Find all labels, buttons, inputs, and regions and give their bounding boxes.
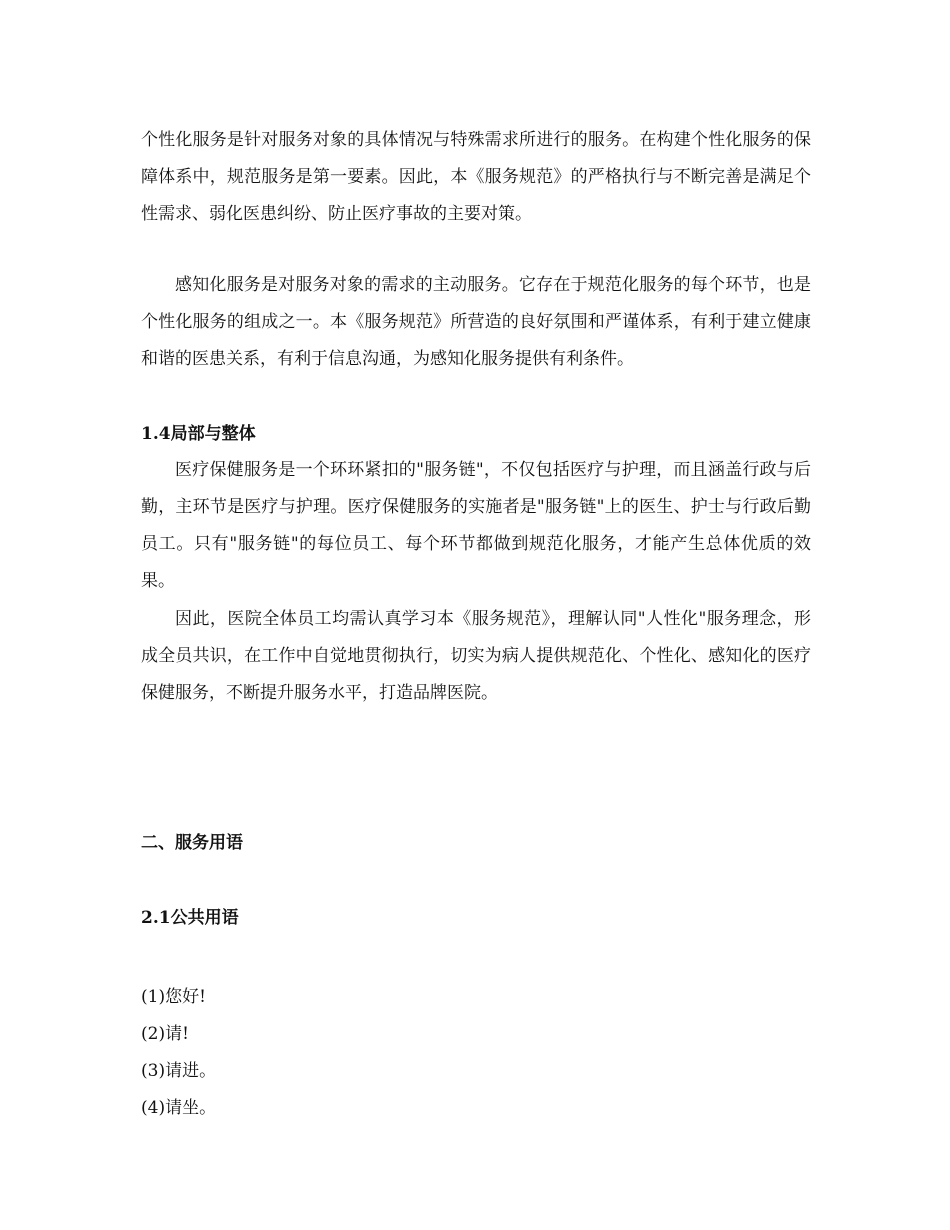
paragraph-personalized-service: 个性化服务是针对服务对象的具体情况与特殊需求所进行的服务。在构建个性化服务的保障体系中，规范服务是第一要素。因此，本《服务规范》的严格执行与不断完善是满足个性需求、弱化医患纠纷、防止医疗事故的主要对策。	[141, 130, 811, 224]
paragraph-conclusion: 因此，医院全体员工均需认真学习本《服务规范》，理解认同"人性化"服务理念，形成全员共识，在工作中自觉地贯彻执行，切实为病人提供规范化、个性化、感知化的医疗保健服务，不断提升服务水平，打造品牌医院。	[141, 609, 811, 703]
list-item: (1)您好!	[141, 987, 206, 1007]
list-item: (3)请进。	[141, 1061, 217, 1081]
heading-chapter-2: 二、服务用语	[141, 833, 243, 853]
paragraph-service-chain: 医疗保健服务是一个环环紧扣的"服务链"，不仅包括医疗与护理，而且涵盖行政与后勤，主环节是医疗与护理。医疗保健服务的实施者是"服务链"上的医生、护士与行政后勤员工。只有"服务链"的每位员工、每个环节都做到规范化服务，才能产生总体优质的效果。	[141, 460, 811, 591]
paragraph-perceptive-service: 感知化服务是对服务对象的需求的主动服务。它存在于规范化服务的每个环节，也是个性化服务的组成之一。本《服务规范》所营造的良好氛围和严谨体系，有利于建立健康和谐的医患关系，有利于信息沟通，为感知化服务提供有利条件。	[141, 275, 811, 369]
phrase-list	[141, 979, 216, 1127]
heading-section-1-4: 1.4局部与整体	[141, 424, 256, 444]
heading-section-2-1: 2.1公共用语	[141, 908, 239, 928]
list-item: (2)请!	[141, 1024, 189, 1044]
list-item: (4)请坐。	[141, 1098, 217, 1118]
